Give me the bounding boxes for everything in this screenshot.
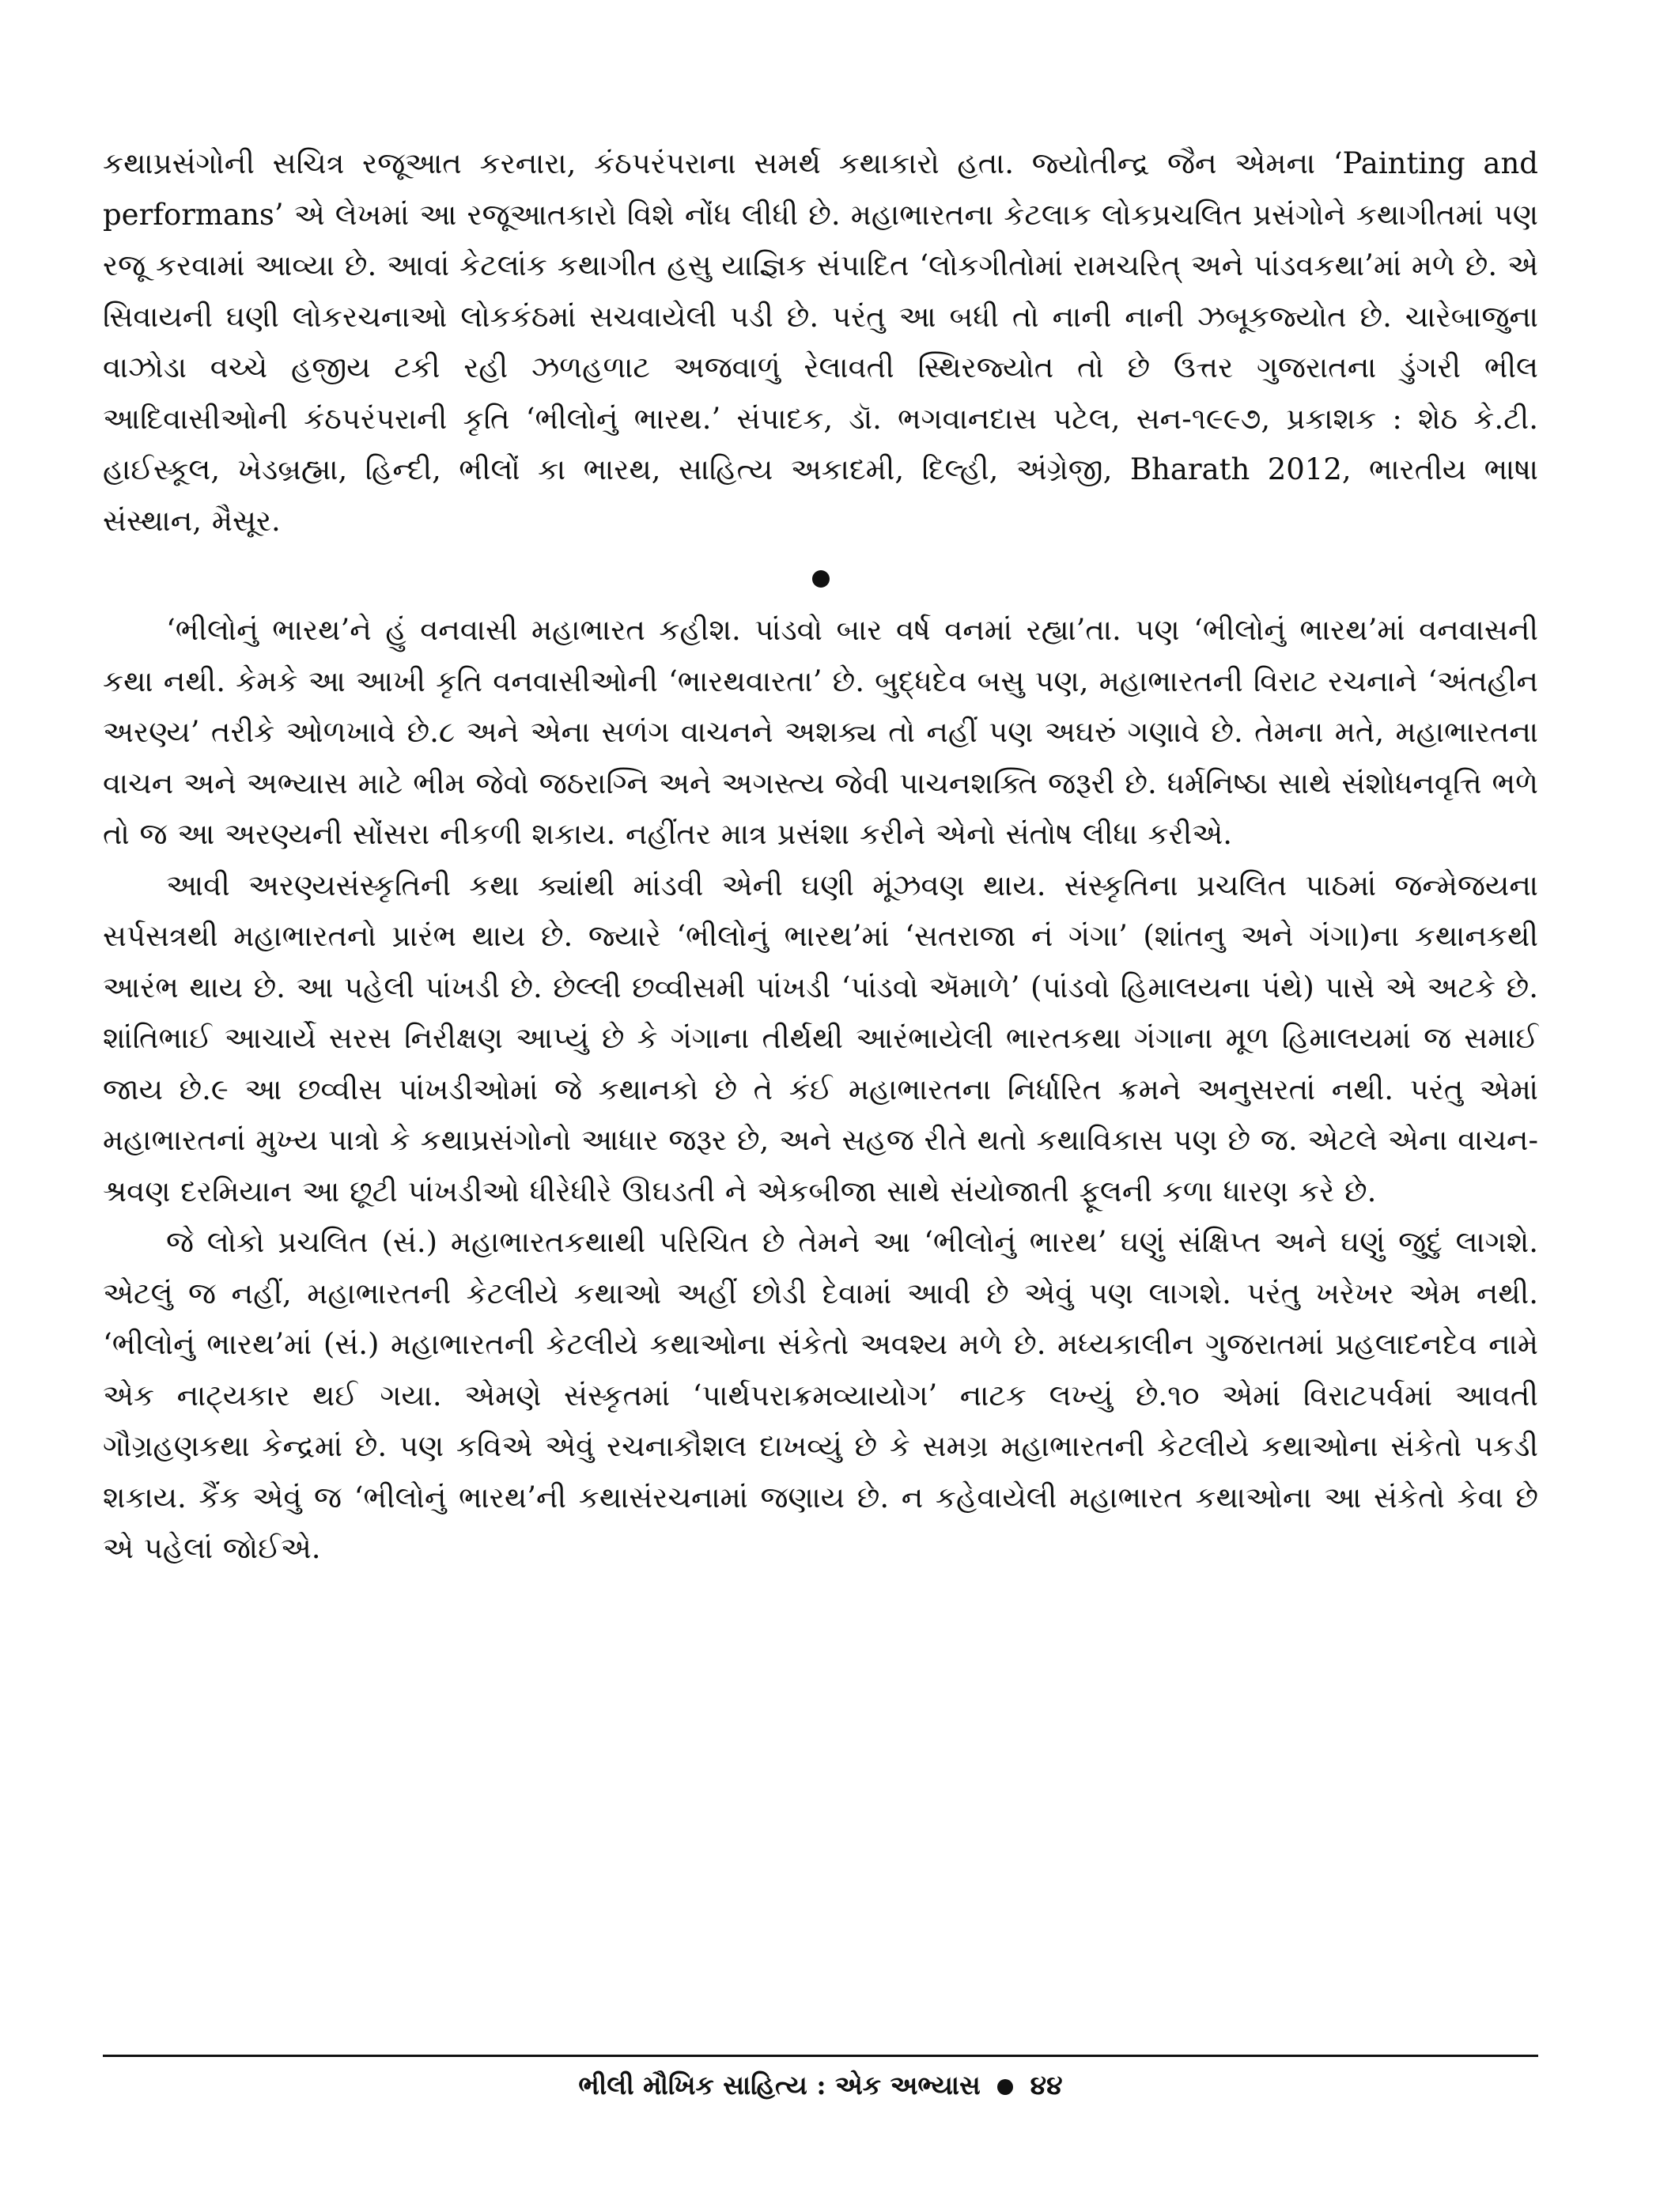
section-separator-bullet (812, 570, 830, 588)
footer-bullet (997, 2079, 1013, 2095)
paragraph: જે લોકો પ્રચલિત (સં.) મહાભારતકથાથી પરિચિત છે તેમને આ ‘ભીલોનું ભારથ’ ઘણું સંક્ષિપ્ત અને ઘણું જુદું લાગશે. એટલું જ નહીં, મહાભારતની કેટલીયે કથાઓ અહીં છોડી દેવામાં આવી છે એવું પણ લાગશે. પરંતુ ખરેખર એમ નથી. ‘ભીલોનું ભારથ’માં (સં.) મહાભારતની કેટલીયે કથાઓના સંકેતો અવશ્ય મળે છે. મધ્યકાલીન ગુજરાતમાં પ્રહલાદનદેવ નામે એક નાટ્યકાર થઈ ગયા. એમણે સંસ્કૃતમાં ‘પાર્થપરાક્રમવ્યાયોગ’ નાટક લખ્યું છે.૧૦ એમાં વિરાટપર્વમાં આવતી ગૌગ્રહણકથા કેન્દ્રમાં છે. પણ કવિએ એવું રચનાકૌશલ દાખવ્યું છે કે સમગ્ર મહાભારતની કેટલીયે કથાઓના સંકેતો પકડી શકાય. કૈંક એવું જ ‘ભીલોનું ભારથ’ની કથાસંરચનામાં જણાય છે. ન કહેવાયેલી મહાભારત કથાઓના આ સંકેતો કેવા છે એ પહેલાં જોઈએ. (103, 1225, 1538, 1565)
footer-book-title: ભીલી મૌખિક સાહિત્ય : એક અભ્યાસ (578, 2070, 981, 2100)
footer-page-number: ૪૪ (1030, 2070, 1063, 2100)
page-footer (103, 2066, 1538, 2105)
paragraph: આવી અરણ્યસંસ્કૃતિની કથા ક્યાંથી માંડવી એની ઘણી મૂંઝવણ થાય. સંસ્કૃતિના પ્રચલિત પાઠમાં જન્મેજયના સર્પસત્રથી મહાભારતનો પ્રારંભ થાય છે. જ્યારે ‘ભીલોનું ભારથ’માં ‘સતરાજા નં ગંગા’ (શાંતનુ અને ગંગા)ના કથાનકથી આરંભ થાય છે. આ પહેલી પાંખડી છે. છેલ્લી છવ્વીસમી પાંખડી ‘પાંડવો ઍમાળે’ (પાંડવો હિમાલયના પંથે) પાસે એ અટકે છે. શાંતિભાઈ આચાર્યે સરસ નિરીક્ષણ આપ્યું છે કે ગંગાના તીર્થથી આરંભાયેલી ભારતકથા ગંગાના મૂળ હિમાલયમાં જ સમાઈ જાય છે.૯ આ છવ્વીસ પાંખડીઓમાં જે કથાનકો છે તે કંઈ મહાભારતના નિર્ધારિત ક્રમને અનુસરતાં નથી. પરંતુ એમાં મહાભારતનાં મુખ્ય પાત્રો કે કથાપ્રસંગોનો આધાર જરૂર છે, અને સહજ રીતે થતો કથાવિકાસ પણ છે જ. એટલે એના વાચન-શ્રવણ દરમિયાન આ છૂટી પાંખડીઓ ધીરેધીરે ઊઘડતી ને એકબીજા સાથે સંયોજાતી ફૂલની કળા ધારણ કરે છે. (103, 868, 1538, 1208)
paragraph: ‘ભીલોનું ભારથ’ને હું વનવાસી મહાભારત કહીશ. પાંડવો બાર વર્ષ વનમાં રહ્યા’તા. પણ ‘ભીલોનું ભારથ’માં વનવાસની કથા નથી. કેમકે આ આખી કૃતિ વનવાસીઓની ‘ભારથવારતા’ છે. બુદ્ધદેવ બસુ પણ, મહાભારતની વિરાટ રચનાને ‘અંતહીન અરણ્ય’ તરીકે ઓળખાવે છે.૮ અને એના સળંગ વાચનને અશક્ય તો નહીં પણ અઘરું ગણાવે છે. તેમના મતે, મહાભારતના વાચન અને અભ્યાસ માટે ભીમ જેવો જઠરાગ્નિ અને અગસ્ત્ય જેવી પાચનશક્તિ જરૂરી છે. ધર્મનિષ્ઠા સાથે સંશોધનવૃત્તિ ભળે તો જ આ અરણ્યની સોંસરા નીકળી શકાય. નહીંતર માત્ર પ્રસંશા કરીને એનો સંતોષ લીધા કરીએ. (103, 613, 1538, 851)
page-body (103, 138, 1538, 1575)
footer-rule (103, 2055, 1538, 2057)
paragraph-continuation: કથાપ્રસંગોની સચિત્ર રજૂઆત કરનારા, કંઠપરંપરાના સમર્થ કથાકારો હતા. જ્યોતીન્દ્ર જૈન એમના ‘Painting and performans’ એ લેખમાં આ રજૂઆતકારો વિશે નોંધ લીધી છે. મહાભારતના કેટલાક લોકપ્રચલિત પ્રસંગોને કથાગીતમાં પણ રજૂ કરવામાં આવ્યા છે. આવાં કેટલાંક કથાગીત હસુ યાજ્ઞિક સંપાદિત ‘લોકગીતોમાં રામચરિત્ અને પાંડવકથા’માં મળે છે. એ સિવાયની ઘણી લોકરચનાઓ લોકકંઠમાં સચવાયેલી પડી છે. પરંતુ આ બધી તો નાની નાની ઝબૂકજ્યોત છે. ચારેબાજુના વાઝોડા વચ્ચે હજીય ટકી રહી ઝળહળાટ અજવાળું રેલાવતી સ્થિરજ્યોત તો છે ઉત્તર ગુજરાતના ડુંગરી ભીલ આદિવાસીઓની કંઠપરંપરાની કૃતિ ‘ભીલોનું ભારથ.’ સંપાદક, ડૉ. ભગવાનદાસ પટેલ, સન-૧૯૯૭, પ્રકાશક : શેઠ કે.ટી. હાઈસ્કૂલ, ખેડબ્રહ્મા, હિન્દી, ભીલોં કા ભારથ, સાહિત્ય અકાદમી, દિલ્હી, અંગ્રેજી, Bharath 2012, ભારતીય ભાષા સંસ્થાન, મૈસૂર. (103, 146, 1538, 538)
